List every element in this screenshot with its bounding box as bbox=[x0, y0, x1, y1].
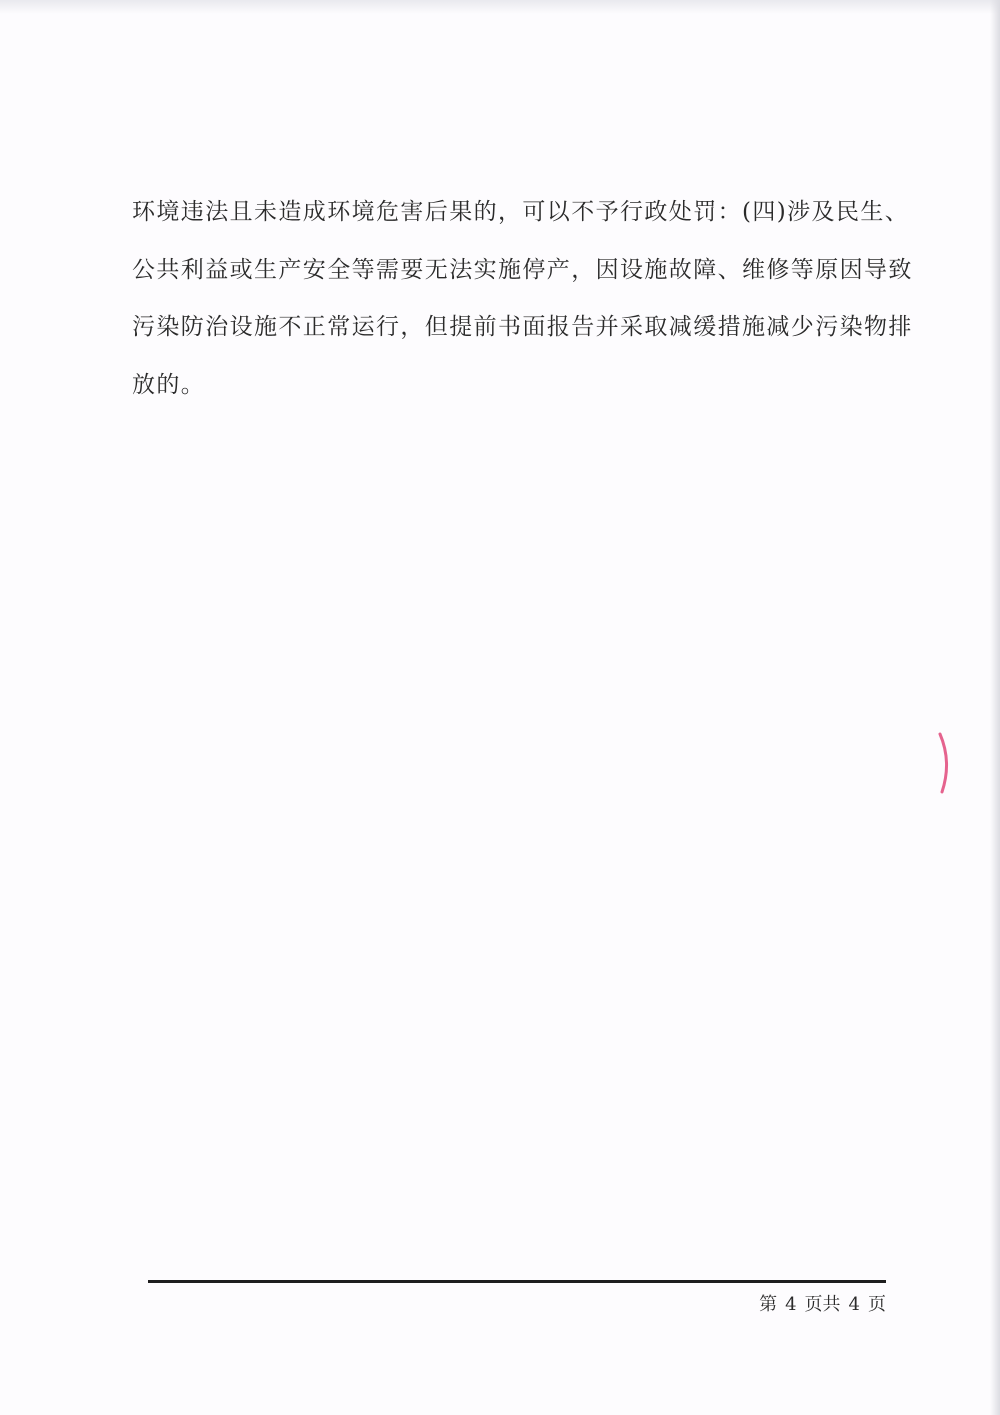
body-line-3: 污染防治设施不正常运行，但提前书面报告并采取减缓措施减少污染物排 bbox=[132, 314, 913, 340]
body-line-4: 放的。 bbox=[132, 371, 206, 398]
scan-shadow-top bbox=[0, 0, 1000, 14]
page-middle: 页共 bbox=[804, 1294, 841, 1315]
page-number: 4 bbox=[785, 1294, 797, 1315]
seal-stamp-edge-icon bbox=[934, 732, 956, 794]
page-suffix: 页 bbox=[868, 1294, 886, 1315]
body-line-1: 环境违法且未造成环境危害后果的，可以不予行政处罚：(四)涉及民生、 bbox=[132, 199, 910, 225]
page-indicator bbox=[700, 1292, 886, 1318]
page-prefix: 第 bbox=[759, 1294, 778, 1315]
body-line-2: 公共利益或生产安全等需要无法实施停产，因设施故障、维修等原因导致 bbox=[132, 256, 913, 283]
footer-divider bbox=[148, 1280, 886, 1283]
scan-shadow-right bbox=[990, 0, 1000, 1415]
total-pages: 4 bbox=[848, 1294, 860, 1315]
body-paragraph bbox=[132, 184, 913, 414]
